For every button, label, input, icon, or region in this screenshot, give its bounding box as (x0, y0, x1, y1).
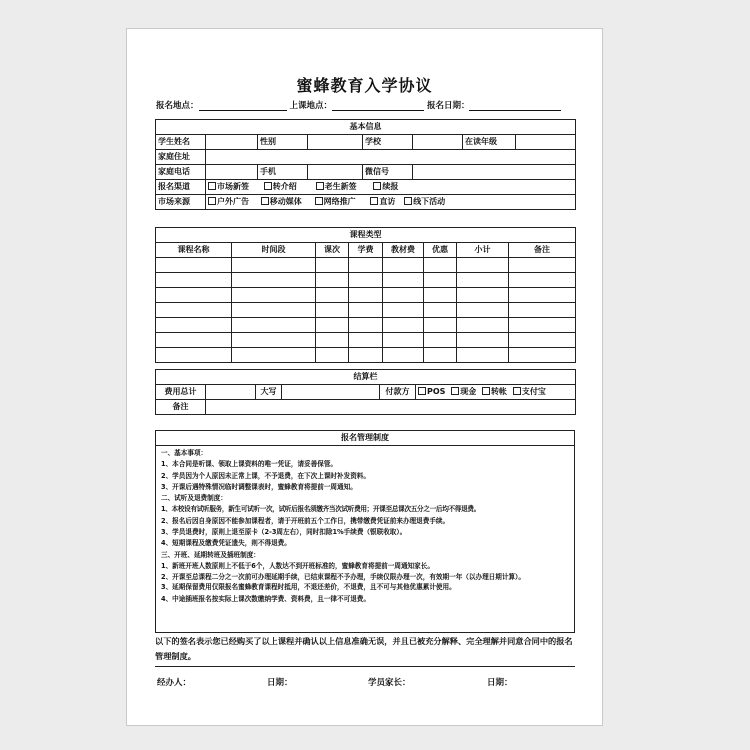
class-location-label: 上课地点： (289, 101, 332, 111)
address-field[interactable] (206, 150, 576, 165)
source-options (206, 195, 576, 210)
rule-line: 三、开班、延期转班及插班制度： (161, 550, 260, 559)
rule-line: 2、学员因为个人原因未正常上课，不予退费，在下次上课时补发资料。 (161, 471, 370, 480)
table-cell[interactable] (457, 333, 509, 348)
table-cell[interactable] (424, 258, 457, 273)
table-cell[interactable] (383, 318, 424, 333)
gender-label: 性别 (258, 135, 308, 150)
table-row (156, 303, 576, 318)
column-header: 备注 (509, 243, 576, 258)
table-cell[interactable] (383, 333, 424, 348)
channel-label: 报名渠道 (156, 180, 206, 195)
table-row (156, 333, 576, 348)
checkbox-icon (370, 197, 378, 205)
table-cell[interactable] (457, 258, 509, 273)
table-cell[interactable] (349, 288, 383, 303)
table-cell[interactable] (457, 273, 509, 288)
course-title: 课程类型 (156, 228, 576, 243)
reg-date-label: 报名日期： (426, 101, 470, 111)
mobile-label: 手机 (258, 165, 308, 180)
table-cell[interactable] (509, 303, 576, 318)
checkbox-icon (208, 182, 216, 190)
table-cell[interactable] (457, 348, 509, 363)
checkbox-icon (482, 387, 490, 395)
table-cell[interactable] (383, 273, 424, 288)
checkbox-icon (316, 182, 324, 190)
table-cell[interactable] (349, 273, 383, 288)
table-cell[interactable] (156, 273, 232, 288)
table-cell[interactable] (316, 348, 349, 363)
checkbox-icon (264, 182, 272, 190)
table-cell[interactable] (349, 318, 383, 333)
checkbox-icon (261, 197, 269, 205)
table-cell[interactable] (383, 348, 424, 363)
table-cell[interactable] (509, 288, 576, 303)
channel-option[interactable]: 老生新签 (316, 182, 357, 191)
table-cell[interactable] (232, 333, 316, 348)
table-cell[interactable] (424, 348, 457, 363)
rules-section (155, 430, 575, 633)
source-option[interactable]: 网络推广 (315, 197, 356, 206)
rule-line: 1、本校设有试听服务，新生可试听一次，试听后报名须缴齐当次试听费用；开课至总课次五分之一后均不得退费。 (161, 505, 480, 514)
source-option[interactable]: 直访 (370, 197, 395, 206)
column-header: 小计 (457, 243, 509, 258)
table-cell[interactable] (156, 258, 232, 273)
channel-option[interactable]: 续报 (373, 182, 398, 191)
rules-list (156, 446, 574, 605)
table-cell[interactable] (509, 258, 576, 273)
rule-line: 2、报名后因自身原因不能参加课程者，请于开班前五个工作日，携带缴费凭证前来办理退费手续。 (161, 516, 450, 525)
mobile-field[interactable] (308, 165, 363, 180)
rule-line: 一、基本事项： (161, 449, 208, 457)
rule-line: 3、学员退费时，原则上退至原卡（2-3周左右），同时扣除1%手续费（银联收取）。 (161, 528, 407, 537)
rule-line: 二、试听及退费制度： (161, 494, 227, 503)
table-cell[interactable] (232, 348, 316, 363)
column-header: 学费 (349, 243, 383, 258)
payment-option[interactable]: 支付宝 (513, 387, 546, 396)
table-cell[interactable] (232, 258, 316, 273)
capital-label: 大写 (256, 385, 282, 400)
table-cell[interactable] (509, 333, 576, 348)
grade-field[interactable] (516, 135, 576, 150)
rule-line: 3、开课后遇特殊情况临时调整课表时，蜜蜂教育将提前一周通知。 (161, 482, 357, 491)
settlement-title: 结算栏 (156, 370, 576, 385)
table-cell[interactable] (383, 288, 424, 303)
school-label: 学校 (363, 135, 413, 150)
table-cell[interactable] (232, 288, 316, 303)
school-field[interactable] (413, 135, 463, 150)
payment-label: 付款方 (380, 385, 416, 400)
checkbox-icon (373, 182, 381, 190)
reg-location-label: 报名地点： (156, 101, 199, 111)
signature-divider (155, 666, 575, 667)
table-cell[interactable] (156, 288, 232, 303)
table-cell[interactable] (156, 318, 232, 333)
table-cell[interactable] (457, 288, 509, 303)
table-cell[interactable] (232, 303, 316, 318)
table-cell[interactable] (457, 318, 509, 333)
table-cell[interactable] (156, 303, 232, 318)
table-cell[interactable] (349, 333, 383, 348)
table-cell[interactable] (156, 348, 232, 363)
table-cell[interactable] (316, 333, 349, 348)
table-cell[interactable] (316, 273, 349, 288)
student-name-label: 学生姓名 (156, 135, 206, 150)
table-cell[interactable] (316, 258, 349, 273)
capital-field[interactable] (282, 385, 380, 400)
reg-date-field[interactable] (469, 102, 561, 111)
rule-line: 4、短期课程及缴费凭证遗失，则不得退费。 (161, 539, 291, 548)
table-cell[interactable] (383, 303, 424, 318)
table-cell[interactable] (424, 333, 457, 348)
table-cell[interactable] (316, 318, 349, 333)
checkbox-icon (404, 197, 412, 205)
rules-title: 报名管理制度 (156, 431, 574, 446)
table-cell[interactable] (424, 303, 457, 318)
table-row (156, 258, 576, 273)
parent-signature-label[interactable]: 学员家长： (368, 678, 411, 688)
rule-line: 3、延期保留费用仅限报名蜜蜂教育课程时抵用，不退还差价，不退费，且不可与其他优惠累计使用。 (161, 583, 456, 592)
table-cell[interactable] (509, 348, 576, 363)
rule-line: 2、开课至总课程二分之一次前可办理延期手续，已结束课程不予办理，手续仅限办理一次，有效期一年（以办理日期计算）。 (161, 573, 525, 582)
table-cell[interactable] (424, 288, 457, 303)
table-cell[interactable] (349, 258, 383, 273)
table-cell[interactable] (349, 348, 383, 363)
table-cell[interactable] (424, 273, 457, 288)
agreement-form (126, 28, 603, 726)
column-header: 课程名称 (156, 243, 232, 258)
payment-option[interactable]: 现金 (451, 387, 476, 396)
checkbox-icon (513, 387, 521, 395)
source-option[interactable]: 户外广告 (208, 197, 249, 206)
home-phone-label: 家庭电话 (156, 165, 206, 180)
course-table (155, 227, 576, 363)
grade-label: 在读年级 (463, 135, 516, 150)
settlement-table (155, 369, 576, 415)
basic-info-table (155, 119, 576, 210)
column-header: 时间段 (232, 243, 316, 258)
table-row (156, 348, 576, 363)
source-option[interactable]: 线下活动 (404, 197, 445, 206)
remarks-label: 备注 (156, 400, 206, 415)
table-cell[interactable] (457, 303, 509, 318)
rule-line: 1、新班开班人数原则上不低于6个，人数达不到开班标准的，蜜蜂教育将提前一周通知家长。 (161, 561, 434, 570)
reg-location-field[interactable] (199, 102, 287, 111)
checkbox-icon (451, 387, 459, 395)
table-row (156, 288, 576, 303)
total-label: 费用总计 (156, 385, 206, 400)
basic-info-title: 基本信息 (156, 120, 576, 135)
table-row (156, 273, 576, 288)
source-option[interactable]: 移动媒体 (261, 197, 302, 206)
table-cell[interactable] (509, 273, 576, 288)
table-cell[interactable] (383, 258, 424, 273)
home-phone-field[interactable] (206, 165, 258, 180)
channel-option[interactable]: 市场新签 (208, 182, 249, 191)
table-cell[interactable] (316, 288, 349, 303)
rule-line: 4、中途插班报名按实际上课次数缴纳学费、资料费，且一律不可退费。 (161, 594, 370, 603)
wechat-field[interactable] (413, 165, 576, 180)
remarks-field[interactable] (206, 400, 576, 415)
column-header: 课次 (316, 243, 349, 258)
rule-line: 1、本合同是听课、领取上课资料的唯一凭证，请妥善保管。 (161, 460, 338, 469)
gender-field[interactable] (308, 135, 363, 150)
address-label: 家庭住址 (156, 150, 206, 165)
table-cell[interactable] (509, 318, 576, 333)
payment-option[interactable]: POS (418, 387, 445, 396)
date-label[interactable]: 日期： (267, 678, 293, 688)
channel-options (206, 180, 576, 195)
form-title: 蜜蜂教育入学协议 (296, 76, 433, 95)
student-name-field[interactable] (206, 135, 258, 150)
channel-option[interactable]: 转介绍 (264, 182, 297, 191)
table-cell[interactable] (424, 318, 457, 333)
header-fields (156, 99, 576, 111)
agreement-statement: 以下的签名表示您已经购买了以上课程并确认以上信息准确无误，并且已被充分解释、完全理解并同意合同中的报名管理制度。 (155, 636, 573, 661)
table-cell[interactable] (349, 303, 383, 318)
agent-signature-label[interactable]: 经办人： (157, 678, 192, 688)
wechat-label: 微信号 (363, 165, 413, 180)
table-cell[interactable] (232, 318, 316, 333)
total-field[interactable] (206, 385, 256, 400)
table-row (156, 318, 576, 333)
date-label[interactable]: 日期： (487, 678, 513, 688)
table-cell[interactable] (316, 303, 349, 318)
column-header: 教材费 (383, 243, 424, 258)
payment-option[interactable]: 转帐 (482, 387, 507, 396)
class-location-field[interactable] (332, 102, 424, 111)
payment-options (416, 385, 576, 400)
table-cell[interactable] (232, 273, 316, 288)
checkbox-icon (418, 387, 426, 395)
table-cell[interactable] (156, 333, 232, 348)
checkbox-icon (315, 197, 323, 205)
source-label: 市场来源 (156, 195, 206, 210)
checkbox-icon (208, 197, 216, 205)
column-header: 优惠 (424, 243, 457, 258)
